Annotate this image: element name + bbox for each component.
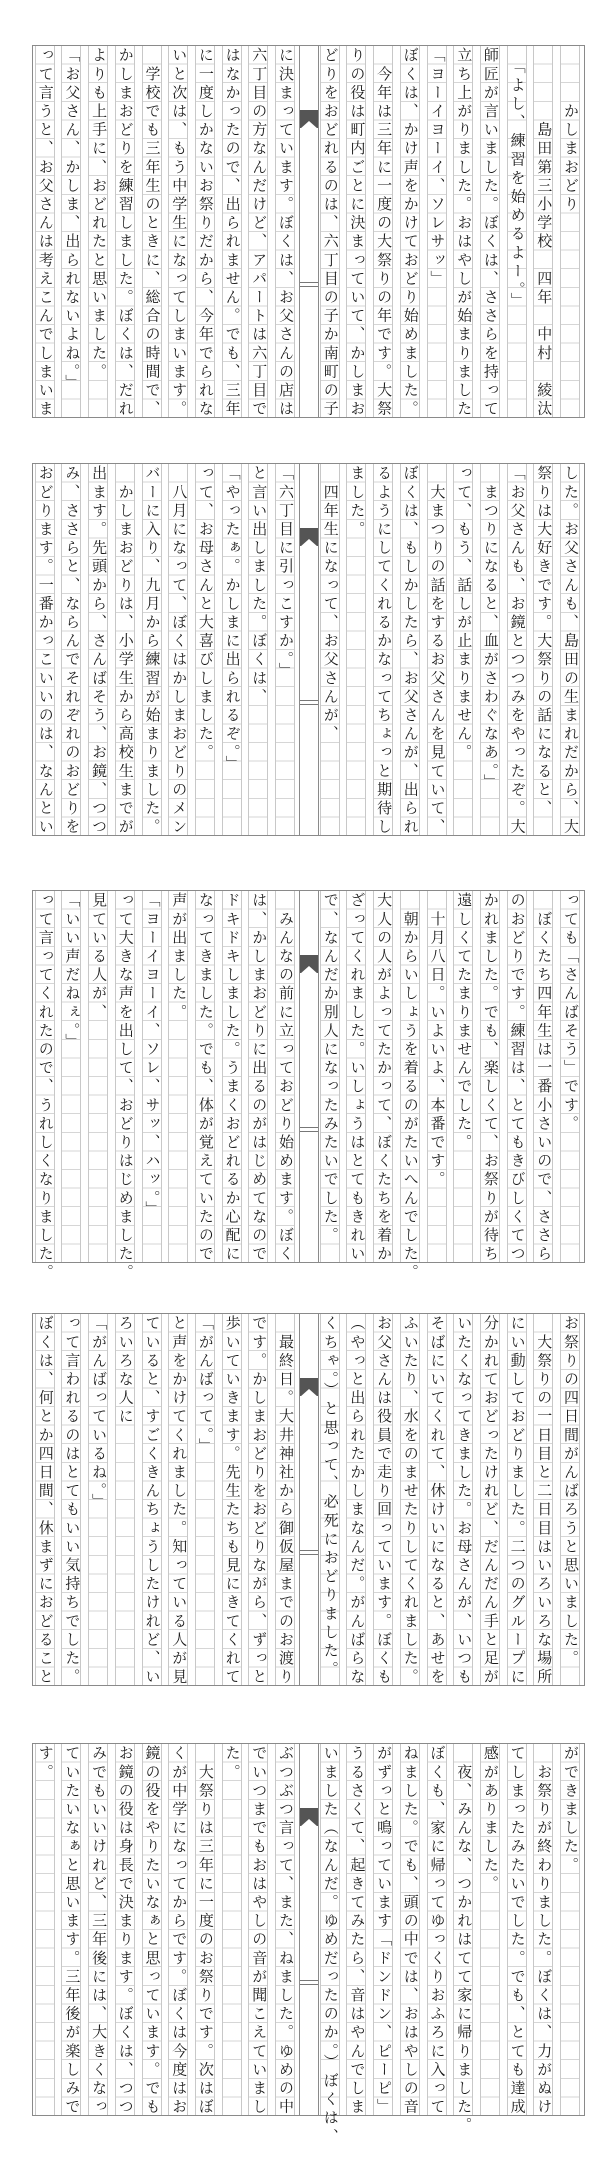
manuscript-column: [533, 46, 553, 417]
manuscript-column: [275, 1314, 295, 1685]
manuscript-column: [427, 1744, 447, 2115]
manuscript-column: [61, 891, 81, 1262]
handwritten-line: いたくなってきました。お母さんが、いつも: [455, 1315, 474, 1687]
manuscript-page: [32, 1743, 585, 2147]
handwritten-line: てしまったみたいでした。でも、とても達成: [508, 1745, 527, 2117]
handwritten-line: 六丁目の方なんだけど、アパートは六丁目で: [250, 47, 269, 419]
manuscript-column: [400, 1744, 420, 2115]
handwritten-line: 「お父さん、かしま、出られないよね。」: [63, 47, 82, 393]
manuscript-column: [480, 1744, 500, 2115]
manuscript-column: [115, 1314, 135, 1685]
center-gutter: [299, 891, 319, 1262]
manuscript-column: [195, 891, 215, 1262]
manuscript-column: [480, 1314, 500, 1685]
manuscript-column: [142, 1314, 162, 1685]
handwritten-line: した。お父さんも、島田の生まれだから、大: [562, 465, 580, 837]
handwritten-line: ていたいなぁと思います。三年後が楽しみで: [63, 1745, 82, 2117]
handwritten-line: って言ってくれたので、うれしくなりました。: [36, 892, 55, 1283]
manuscript-column: [507, 1744, 527, 2115]
handwritten-line: にい動しておどりました。二つのグループに: [508, 1315, 527, 1687]
handwritten-line: は、かしまおどりに出るのがはじめてなので: [250, 892, 269, 1264]
manuscript-column: [400, 891, 420, 1283]
handwritten-line: ドキドキしました。うまくおどれるか心配に: [223, 892, 242, 1264]
handwritten-line: す。: [36, 1745, 55, 1783]
handwritten-line: うるさくて、起きてみたら、音はやんでしま: [348, 1745, 367, 2117]
handwritten-line: ねました。でも、頭の中では、おはやしの音: [401, 1745, 420, 2117]
manuscript-column: [61, 1314, 81, 1685]
manuscript-column: [35, 891, 55, 1283]
handwritten-line: お祭りが終わりました。ぼくは、力がぬけ: [535, 1745, 554, 2117]
handwritten-line: と声をかけてくれました。知っている人が見: [170, 1315, 189, 1687]
manuscript-page: [32, 463, 585, 836]
manuscript-column: [346, 891, 366, 1262]
handwritten-line: 「ヨーイヨーイ、ソレサッ」: [428, 47, 447, 289]
handwritten-line: なってきました。でも、体が覚えていたので: [196, 892, 215, 1264]
manuscript-column: [533, 891, 553, 1262]
manuscript-column: [35, 464, 55, 835]
handwritten-line: よりも上手に、おどれたと思いました。: [90, 47, 109, 382]
manuscript-column: [346, 46, 366, 417]
manuscript-column: [533, 1744, 553, 2115]
fishtail-mark-icon: [300, 110, 318, 128]
handwritten-line: 「がんばって。」: [196, 1315, 215, 1457]
manuscript-column: [115, 464, 135, 835]
handwritten-line: まつりになると、血がさわぐなあ。」: [481, 465, 500, 793]
handwritten-line: 大まつりの話をするお父さんを見ていて、: [428, 465, 447, 837]
handwritten-line: 「がんばっているね。」: [90, 1315, 109, 1513]
manuscript-column: [453, 46, 473, 417]
center-gutter: [299, 464, 319, 835]
fishtail-mark-icon: [300, 528, 318, 546]
manuscript-column: [507, 46, 527, 417]
handwritten-line: ました。: [348, 465, 367, 540]
manuscript-column: [35, 46, 55, 417]
manuscript-page: [32, 890, 585, 1283]
manuscript-column: [427, 1314, 447, 1685]
handwritten-line: 学校でも三年生のときに、総合の時間で、: [143, 47, 162, 419]
handwritten-line: 「いい声だねぇ。」: [63, 892, 82, 1052]
manuscript-column: [222, 1314, 242, 1685]
manuscript-column: [400, 46, 420, 417]
handwritten-line: 十月八日。いよいよ、本番です。: [428, 892, 447, 1190]
manuscript-column: [168, 891, 188, 1262]
manuscript-column: [61, 464, 81, 835]
manuscript-column: [88, 1744, 108, 2115]
manuscript-column: [453, 1314, 473, 1685]
manuscript-column: [195, 464, 215, 835]
manuscript-column: [195, 1744, 215, 2115]
manuscript-column: [275, 464, 295, 835]
handwritten-line: 島田第三小学校 四年 中村 綾汰: [535, 47, 554, 419]
handwritten-line: お祭りの四日間がんばろうと思いました。: [562, 1315, 580, 1669]
manuscript-column: [248, 46, 268, 417]
manuscript-column: [115, 891, 135, 1283]
handwritten-line: 出ます。先頭から、さんばそう、お鏡、つつ: [90, 465, 109, 837]
handwritten-line: 遠しくてたまりませんでした。: [455, 892, 474, 1153]
handwritten-line: って、もう、話しが止まりません。: [455, 465, 474, 763]
handwritten-line: ぼくたち四年生は一番小さいので、ささら: [535, 892, 554, 1264]
handwritten-line: みんなの前に立っておどり始めます。ぼく: [277, 892, 295, 1264]
handwritten-line: 大祭りは三年に一度のお祭りです。次はぼ: [196, 1745, 215, 2117]
handwritten-line: 大祭りの一日目と二日目はいろいろな場所: [535, 1315, 554, 1687]
manuscript-column: [320, 46, 340, 417]
manuscript-column: [346, 1744, 366, 2115]
manuscript-column: [480, 891, 500, 1262]
manuscript-column: [168, 46, 188, 417]
manuscript-column: [373, 1744, 393, 2115]
gutter-divider: [300, 1980, 318, 1985]
manuscript-column: [533, 464, 553, 835]
handwritten-line: （やっと出られたかしまなんだ。がんばらな: [348, 1315, 367, 1687]
handwritten-line: っても「さんばそう」です。: [562, 892, 580, 1134]
manuscript-column: [320, 1744, 340, 2147]
manuscript-column: [275, 46, 295, 417]
handwritten-line: 大人の人がよってたかって、ぼくたちを着か: [375, 892, 394, 1264]
handwritten-line: いと次は、もう中学生になってしまいます。: [170, 47, 189, 419]
manuscript-column: [480, 464, 500, 835]
center-gutter: [299, 1314, 319, 1685]
manuscript-column: [560, 1744, 580, 2115]
handwritten-line: 朝からいしょうを着るのがたいへんでした。: [401, 892, 420, 1283]
handwritten-line: ていると、すごくきんちょうしたけれど、い: [143, 1315, 162, 1687]
manuscript-column: [142, 1744, 162, 2115]
handwritten-line: りの役は町内ごとに決まっていて、かしまお: [348, 47, 367, 419]
handwritten-line: かしまおどりは、小学生から高校生までが: [116, 465, 135, 837]
manuscript-column: [142, 891, 162, 1262]
manuscript-column: [427, 464, 447, 835]
manuscript-column: [88, 1314, 108, 1685]
handwritten-line: ぼくも、家に帰ってゆっくりおふろに入って: [428, 1745, 447, 2117]
manuscript-column: [88, 891, 108, 1262]
center-gutter: [299, 46, 319, 417]
handwritten-line: がずっと鳴っています「ドンドン、ピーピ」: [375, 1745, 394, 2117]
handwritten-line: 分かれておどったけれど、だんだん手と足が: [481, 1315, 500, 1687]
handwritten-line: って、お母さんと大喜びしました。: [196, 465, 215, 763]
handwritten-line: 「ヨーイヨーイ、ソレ、サッ、ハッ。」: [143, 892, 162, 1220]
manuscript-column: [35, 1314, 55, 1685]
handwritten-line: でいつまでもおはやしの音が聞こえていまし: [250, 1745, 269, 2117]
handwritten-line: お父さんは役員で走り回っています。ぼくも: [375, 1315, 394, 1687]
handwritten-line: みでもいいけれど、三年後には、大きくなっ: [90, 1745, 109, 2117]
handwritten-line: 感がありました。: [481, 1745, 500, 1894]
manuscript-column: [168, 1314, 188, 1685]
gutter-divider: [300, 282, 318, 287]
manuscript-column: [222, 1744, 242, 2115]
handwritten-line: 見ている人が、: [90, 892, 109, 1023]
handwritten-line: 「お父さんも、お鏡とつつみをやったぞ。大: [508, 465, 527, 837]
fishtail-mark-icon: [300, 1808, 318, 1826]
manuscript-column: [248, 464, 268, 835]
manuscript-column: [507, 1314, 527, 1685]
handwritten-line: ぶつぶつ言って、また、ねました。ゆめの中: [277, 1745, 295, 2117]
manuscript-column: [168, 464, 188, 835]
manuscript-column: [373, 1314, 393, 1685]
handwritten-line: ろいろな人に: [116, 1315, 135, 1427]
handwritten-line: 夜、みんな、つかれはてて家に帰りました。: [455, 1745, 474, 2136]
manuscript-column: [533, 1314, 553, 1685]
manuscript-column: [195, 46, 215, 417]
handwritten-line: お鏡の役は身長で決まります。ぼくは、つつ: [116, 1745, 135, 2117]
handwritten-line: くが中学になってからです。ぼくは今度はお: [170, 1745, 189, 2117]
fishtail-mark-icon: [300, 1378, 318, 1396]
handwritten-line: かしまおどり: [562, 47, 580, 215]
manuscript-column: [275, 891, 295, 1262]
manuscript-column: [320, 891, 340, 1262]
handwritten-line: はなかったので、出られません。でも、三年: [223, 47, 242, 419]
handwritten-line: 祭りは大好きです。大祭りの話になると、: [535, 465, 554, 819]
handwritten-line: くちゃ。）と思って、必死におどりました。: [321, 1315, 340, 1680]
handwritten-line: に決まっています。ぼくは、お父さんの店は: [277, 47, 295, 419]
handwritten-line: です。かしまおどりをおどりながら、ずっと: [250, 1315, 269, 1687]
center-gutter: [299, 1744, 319, 2115]
handwritten-line: ができました。: [562, 1745, 580, 1876]
handwritten-line: み、ささらと、ならんでそれぞれのおどりを: [63, 465, 82, 837]
handwritten-line: ぼくは、何とか四日間、休まずにおどること: [36, 1315, 55, 1687]
manuscript-column: [373, 891, 393, 1262]
manuscript-column: [453, 464, 473, 835]
manuscript-column: [61, 46, 81, 417]
manuscript-column: [453, 1744, 474, 2136]
manuscript-column: [275, 1744, 295, 2115]
manuscript-column: [346, 464, 366, 835]
handwritten-line: って大きな声を出して、おどりはじめました。: [116, 892, 135, 1283]
manuscript-column: [142, 464, 162, 835]
manuscript-page: [32, 1313, 585, 1686]
manuscript-column: [400, 464, 420, 835]
handwritten-line: に一度しかないお祭りだから、今年でられな: [196, 47, 215, 419]
handwritten-line: おどります。一番かっこいいのは、なんとい: [36, 465, 55, 837]
manuscript-column: [346, 1314, 366, 1685]
handwritten-line: 最終日。大井神社から御仮屋までのお渡り: [277, 1315, 295, 1687]
fishtail-mark-icon: [300, 955, 318, 973]
manuscript-column: [168, 1744, 188, 2115]
manuscript-column: [248, 1744, 268, 2115]
handwritten-line: 「よし、練習を始めるよー。」: [508, 47, 527, 311]
manuscript-column: [373, 46, 393, 417]
handwritten-line: 「六丁目に引っこすか。」: [277, 465, 295, 681]
handwritten-line: で、なんだか別人になったみたいでした。: [321, 892, 340, 1246]
manuscript-column: [248, 891, 268, 1262]
manuscript-column: [88, 464, 108, 835]
manuscript-column: [248, 1314, 268, 1685]
handwritten-line: と言い出しました。ぼくは、: [250, 465, 269, 707]
handwritten-line: た。: [223, 1745, 242, 1783]
handwritten-line: かしまおどりを練習しました。ぼくは、だれ: [116, 47, 135, 419]
handwritten-line: 四年生になって、お父さんが、: [321, 465, 340, 744]
manuscript-column: [560, 1314, 580, 1685]
manuscript-column: [507, 464, 527, 835]
manuscript-column: [115, 1744, 135, 2115]
manuscript-column: [222, 46, 242, 417]
handwritten-line: 声が出ました。: [170, 892, 189, 1023]
handwritten-line: ざってくれました。いしょうはとてもきれい: [348, 892, 367, 1264]
handwritten-line: って言うと、お父さんは考えこんでしまいま: [36, 47, 55, 419]
handwritten-line: ぼくは、かけ声をかけておどり始めました。: [401, 47, 420, 419]
manuscript-column: [400, 1314, 420, 1685]
manuscript-column: [142, 46, 162, 417]
handwritten-line: るようにしてくれるかなってちょっと期待し: [375, 465, 394, 837]
manuscript-page: [32, 45, 585, 418]
manuscript-column: [35, 1744, 55, 2115]
manuscript-column: [88, 46, 108, 417]
manuscript-column: [480, 46, 500, 417]
manuscript-column: [560, 464, 580, 835]
manuscript-column: [222, 891, 242, 1262]
handwritten-line: 鏡の役をやりたいなぁと思っています。でも: [143, 1745, 162, 2117]
handwritten-line: かれました。でも、楽しくて、お祭りが待ち: [481, 892, 500, 1264]
handwritten-line: のおどりです。練習は、とてもきびしくてつ: [508, 892, 527, 1264]
manuscript-column: [320, 1314, 340, 1685]
handwritten-line: 今年は三年に一度の大祭りの年です。大祭: [375, 47, 394, 419]
manuscript-column: [373, 464, 393, 835]
handwritten-line: 八月になって、ぼくはかしまおどりのメン: [170, 465, 189, 837]
handwritten-line: 「やったぁ。かしまに出られるぞ。」: [223, 465, 242, 774]
handwritten-line: どりをおどれるのは、六丁目の子か南町の子: [321, 47, 340, 419]
handwritten-line: 師匠が言いました。ぼくは、ささらを持って: [481, 47, 500, 419]
manuscript-column: [320, 464, 340, 835]
manuscript-column: [453, 891, 473, 1262]
manuscript-column: [560, 46, 580, 417]
manuscript-column: [507, 891, 527, 1262]
handwritten-line: ぼくは、もしかしたら、お父さんが、出られ: [401, 465, 420, 837]
gutter-divider: [300, 1127, 318, 1132]
manuscript-column: [560, 891, 580, 1262]
gutter-divider: [300, 1550, 318, 1555]
gutter-divider: [300, 700, 318, 705]
manuscript-column: [195, 1314, 215, 1685]
handwritten-line: ふいたり、水をのませたりしてくれました。: [401, 1315, 420, 1687]
manuscript-column: [427, 46, 447, 417]
handwritten-line: って言われるのはとてもいい気持ちでした。: [63, 1315, 82, 1687]
manuscript-column: [115, 46, 135, 417]
handwritten-line: バーに入り、九月から練習が始まりました。: [143, 465, 162, 837]
manuscript-column: [222, 464, 242, 835]
manuscript-column: [61, 1744, 81, 2115]
handwritten-line: いました（なんだ。ゆめだったのか。）ぼくは、: [321, 1745, 340, 2147]
manuscript-column: [427, 891, 447, 1262]
handwritten-line: そばにいてくれて、休けいになると、あせを: [428, 1315, 447, 1687]
handwritten-line: 立ち上がりました。おはやしが始まりました: [455, 47, 474, 419]
handwritten-line: 歩いていきます。先生たちも見にきてくれて: [223, 1315, 242, 1687]
